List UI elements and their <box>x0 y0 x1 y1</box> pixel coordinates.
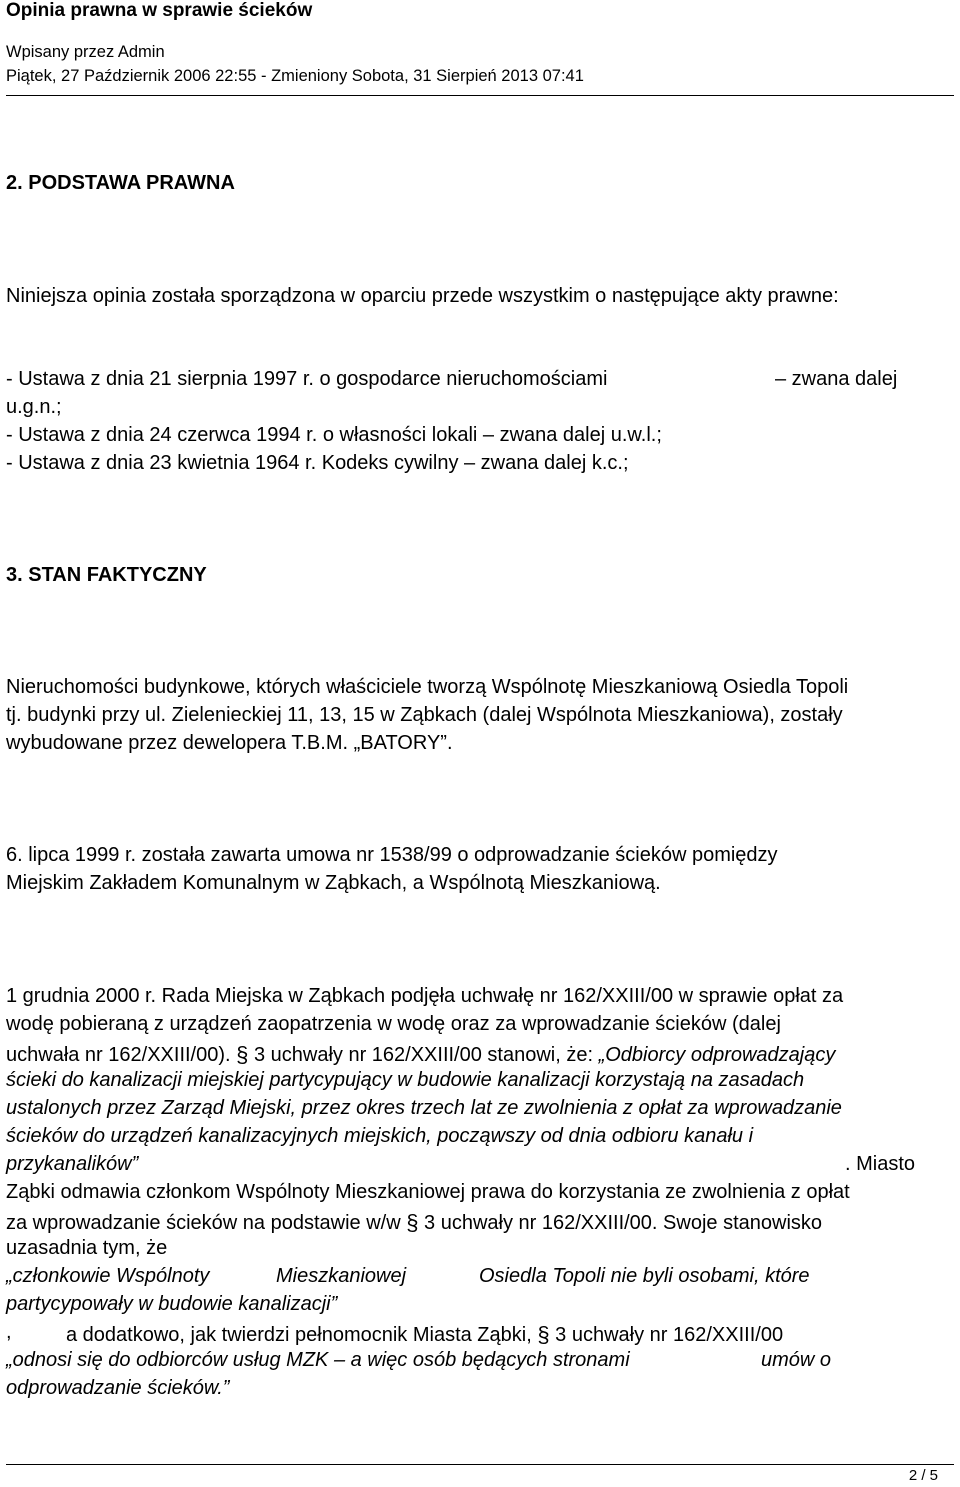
paragraph-line: Nieruchomości budynkowe, których właściciele tworzą Wspólnotę Mieszkaniową Osiedla Topoli <box>6 676 849 698</box>
paragraph-line <box>66 1321 783 1347</box>
page-title: Opinia prawna w sprawie ścieków <box>6 0 313 21</box>
quote-run: „Odbiorcy odprowadzający <box>598 1044 836 1066</box>
quote-run: „członkowie Wspólnoty <box>6 1265 210 1287</box>
quote-run: Osiedla Topoli nie byli osobami, które <box>479 1265 810 1287</box>
paragraph-line: tj. budynki przy ul. Zielenieckiej 11, 13, 15 w Ząbkach (dalej Wspólnota Mieszkaniowa), zostały <box>6 704 843 726</box>
paragraph-line: Ząbki odmawia członkom Wspólnoty Mieszkaniowej prawa do korzystania ze zwolnienia z opłat <box>6 1181 850 1203</box>
quote-line: ustalonych przez Zarząd Miejski, przez okres trzech lat ze zwolnienia z opłat za wprowadzanie <box>6 1097 842 1119</box>
quote-run: „odnosi się do odbiorców usług MZK – a więc osób będących stronami <box>6 1349 630 1371</box>
paragraph-line: 1 grudnia 2000 r. Rada Miejska w Ząbkach podjęła uchwałę nr 162/XXIII/00 w sprawie opłat za <box>6 985 844 1007</box>
author-line: Wpisany przez Admin <box>6 43 165 61</box>
text-run: za wprowadzanie ścieków na podstawie w/w <box>6 1212 401 1234</box>
section-heading-facts: 3. STAN FAKTYCZNY <box>6 564 207 586</box>
intro-text: Niniejsza opinia została sporządzona w oparciu przede wszystkim o następujące akty prawne: <box>6 285 839 307</box>
text-run: a dodatkowo, jak twierdzi pełnomocnik Miasta Ząbki, <box>66 1324 532 1346</box>
header-divider <box>6 95 954 96</box>
quote-line: odprowadzanie ścieków.” <box>6 1377 230 1399</box>
text-run: 3 uchwały nr 162/XXIII/00 <box>555 1324 784 1346</box>
paragraph-line: uzasadnia tym, że <box>6 1237 168 1259</box>
section-sign: § <box>537 1322 550 1347</box>
paragraph-line <box>6 1041 835 1067</box>
text-run: uchwała nr 162/XXIII/00). <box>6 1044 231 1066</box>
section-heading-legal-basis: 2. PODSTAWA PRAWNA <box>6 172 235 194</box>
text-run: 3 uchwały nr 162/XXIII/00. Swoje stanowisko <box>424 1212 823 1234</box>
dates-line: Piątek, 27 Październik 2006 22:55 - Zmieniony Sobota, 31 Sierpień 2013 07:41 <box>6 67 584 85</box>
law-item-1-suffix: – zwana dalej <box>775 368 898 390</box>
law-item-3: - Ustawa z dnia 23 kwietnia 1964 r. Kodeks cywilny – zwana dalej k.c.; <box>6 452 629 474</box>
section-sign: § <box>236 1042 249 1067</box>
paragraph-line: wybudowane przez dewelopera T.B.M. „BATORY”. <box>6 732 453 754</box>
text-run: 3 uchwały nr 162/XXIII/00 stanowi, że: <box>253 1044 594 1066</box>
section-sign: § <box>406 1210 419 1235</box>
quote-line: ścieków do urządzeń kanalizacyjnych miejskich, począwszy od dnia odbioru kanału i <box>6 1125 754 1147</box>
paragraph-line: 6. lipca 1999 r. została zawarta umowa nr 1538/99 o odprowadzanie ścieków pomiędzy <box>6 844 778 866</box>
paragraph-line <box>6 1209 822 1235</box>
paragraph-line: Miejskim Zakładem Komunalnym w Ząbkach, a Wspólnotą Mieszkaniową. <box>6 872 661 894</box>
text-run: . Miasto <box>845 1153 916 1175</box>
law-item-2: - Ustawa z dnia 24 czerwca 1994 r. o własności lokali – zwana dalej u.w.l.; <box>6 424 662 446</box>
law-item-1-abbr: u.g.n.; <box>6 396 62 418</box>
footer-divider <box>6 1464 954 1465</box>
text-run: , <box>6 1321 12 1343</box>
quote-line: partycypowały w budowie kanalizacji” <box>6 1293 338 1315</box>
quote-run: Mieszkaniowej <box>276 1265 407 1287</box>
law-item-1: - Ustawa z dnia 21 sierpnia 1997 r. o gospodarce nieruchomościami <box>6 368 608 390</box>
paragraph-line: wodę pobieraną z urządzeń zaopatrzenia w wodę oraz za wprowadzanie ścieków (dalej <box>6 1013 781 1035</box>
quote-line: przykanalików” <box>6 1153 139 1175</box>
quote-run: umów o <box>761 1349 832 1371</box>
quote-line: ścieki do kanalizacji miejskiej partycypujący w budowie kanalizacji korzystają na zasadach <box>6 1069 805 1091</box>
page-number: 2 / 5 <box>908 1467 938 1484</box>
